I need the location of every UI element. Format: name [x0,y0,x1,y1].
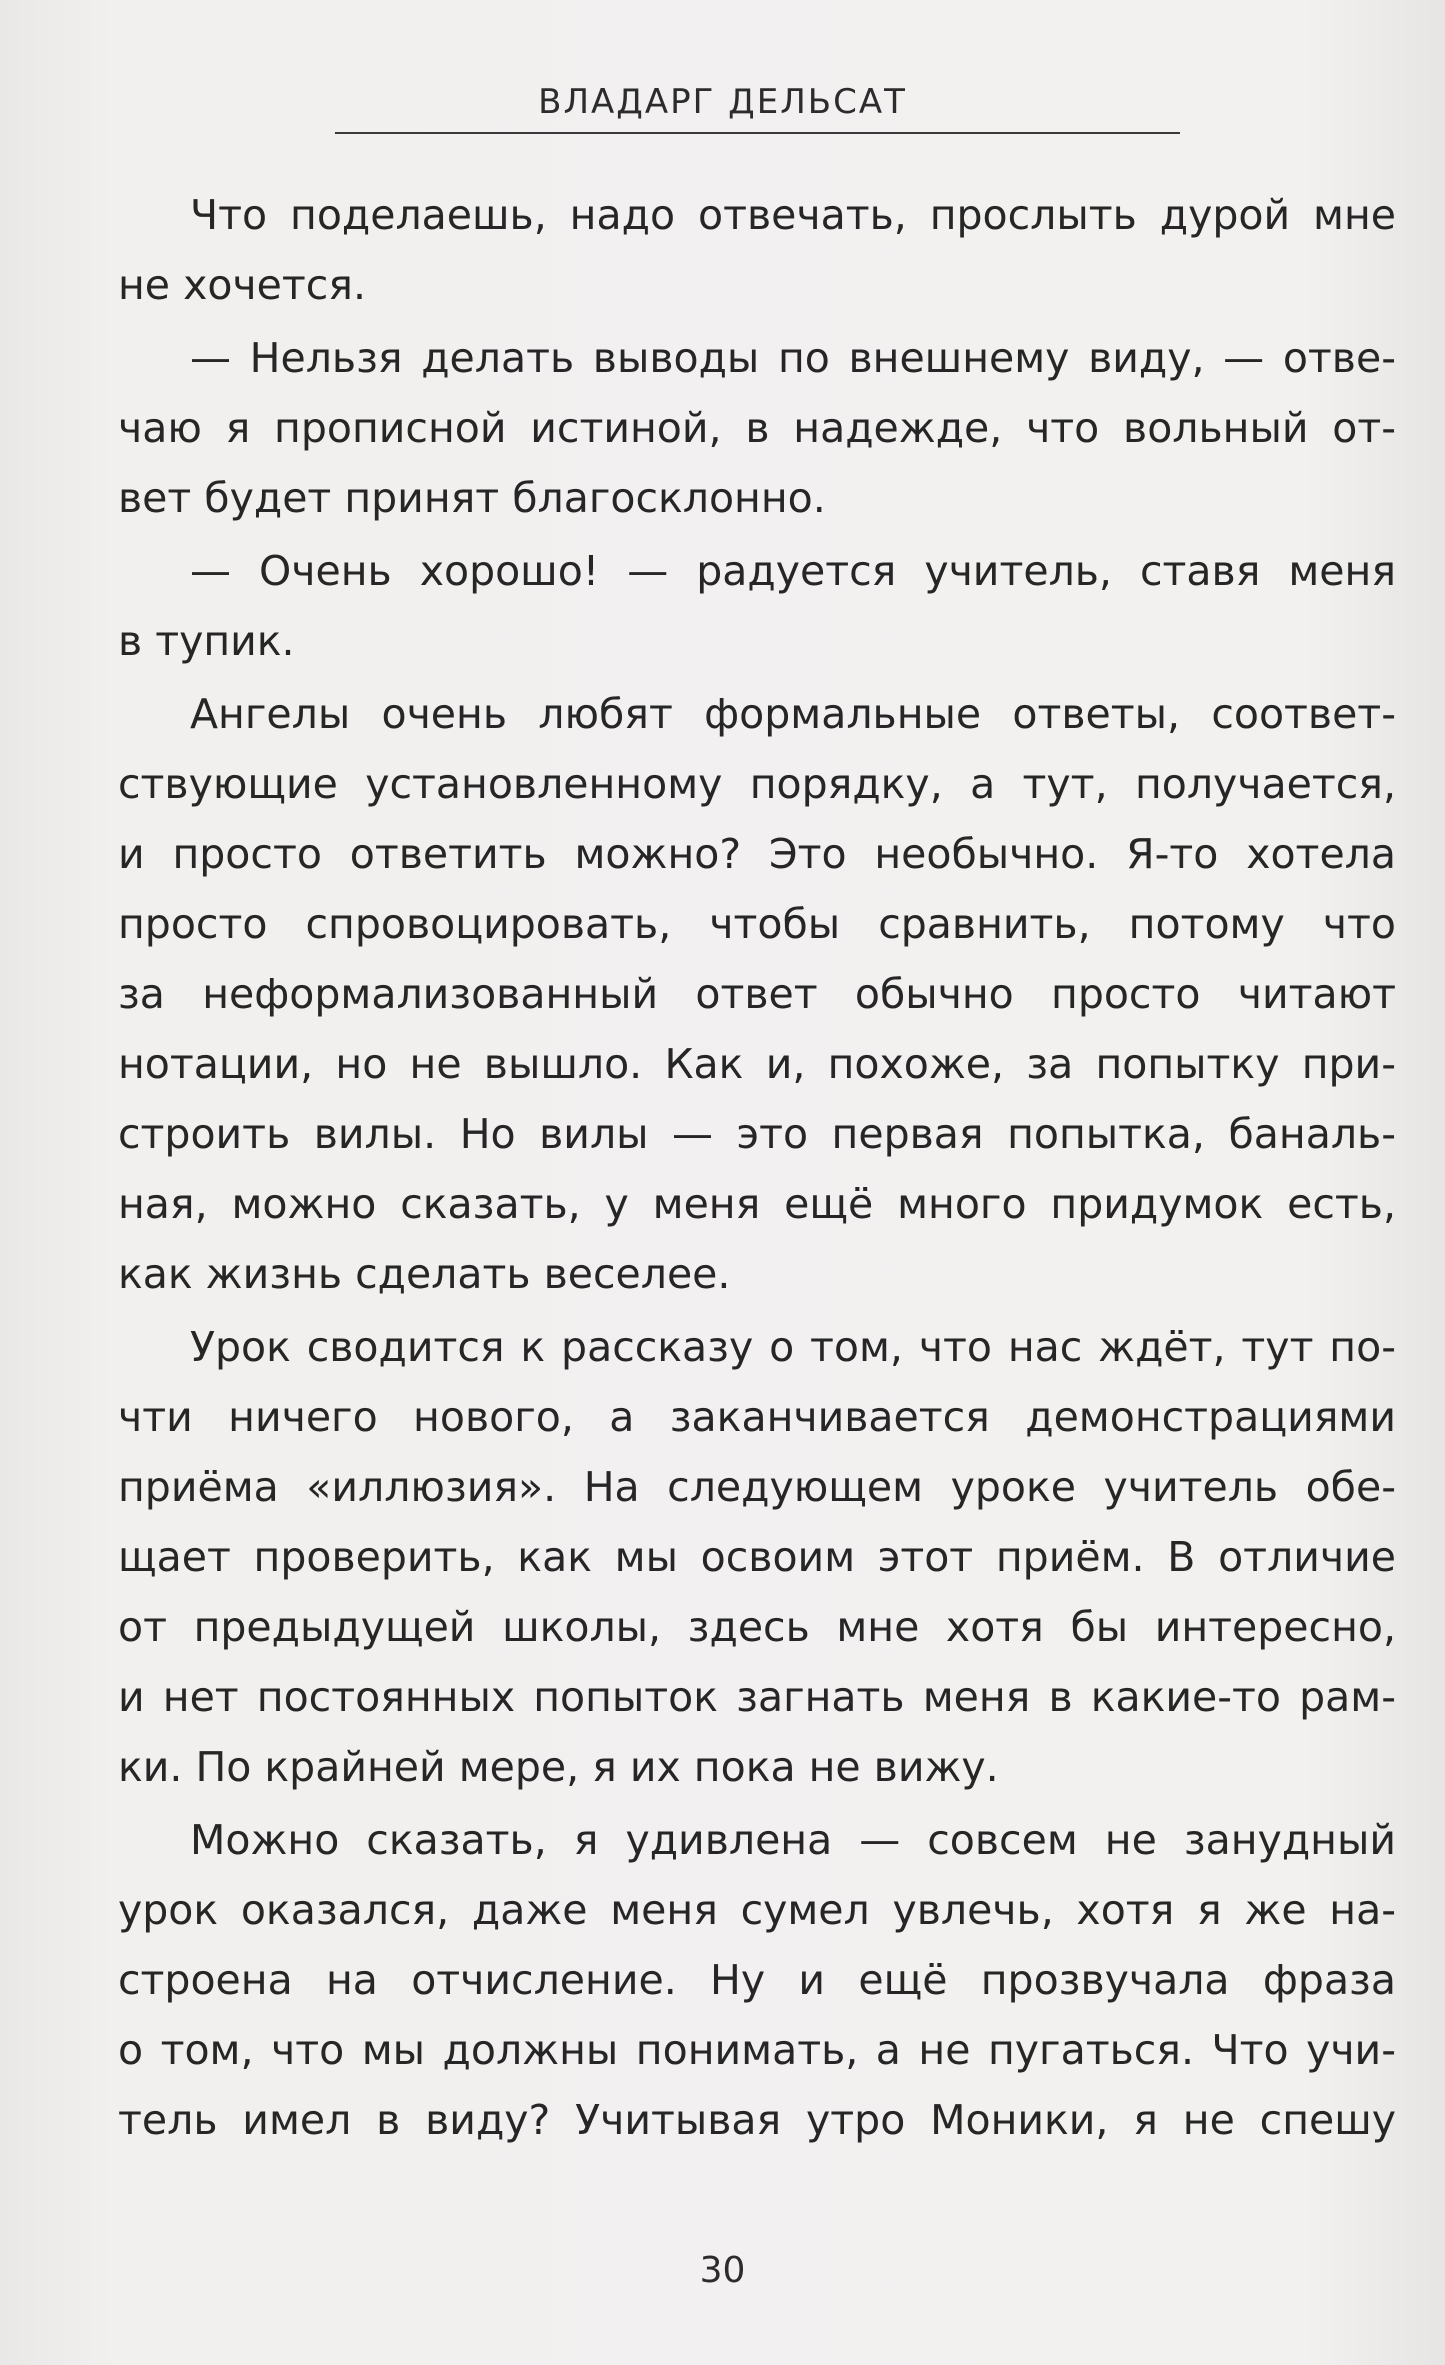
paragraph [118,536,1396,676]
text-line: и нет постоянных попыток загнать меня в какие-то рам- [118,1673,1396,1721]
paragraph [118,1805,1396,2155]
text-line: Ангелы очень любят формальные ответы, соответ- [190,690,1396,738]
text-line: нотации, но не вышло. Как и, похоже, за попытку при- [118,1040,1396,1088]
text-line: — Очень хорошо! — радуется учитель, ставя меня [190,547,1396,595]
text-line: в тупик. [118,617,295,665]
text-line: строена на отчисление. Ну и ещё прозвучала фраза [118,1956,1396,2004]
text-line: не хочется. [118,261,366,309]
text-line: ствующие установленному порядку, а тут, получается, [118,760,1396,808]
text-line: просто спровоцировать, чтобы сравнить, потому что [118,900,1396,948]
text-line: ная, можно сказать, у меня ещё много придумок есть, [118,1180,1396,1228]
text-line: вет будет принят благосклонно. [118,474,826,522]
text-line: щает проверить, как мы освоим этот приём. В отличие [118,1533,1396,1581]
text-line: тель имел в виду? Учитывая утро Моники, я не спешу [118,2096,1396,2144]
paragraph [118,679,1396,1309]
text-line: — Нельзя делать выводы по внешнему виду, — отве- [190,334,1396,382]
text-line: о том, что мы должны понимать, а не пугаться. Что учи- [118,2026,1396,2074]
text-line: и просто ответить можно? Это необычно. Я-то хотела [118,830,1396,878]
running-head: ВЛАДАРГ ДЕЛЬСАТ [538,82,907,122]
text-line: урок оказался, даже меня сумел увлечь, хотя я же на- [118,1886,1396,1934]
page-number: 30 [699,2250,746,2291]
text-line: за неформализованный ответ обычно просто читают [118,970,1396,1018]
text-line: как жизнь сделать веселее. [118,1250,731,1298]
text-line: Можно сказать, я удивлена — совсем не занудный [190,1816,1396,1864]
text-line: приёма «иллюзия». На следующем уроке учитель обе- [118,1463,1396,1511]
body-text [118,180,1396,2158]
paragraph [118,1312,1396,1802]
text-line: от предыдущей школы, здесь мне хотя бы интересно, [118,1603,1396,1651]
text-line: ки. По крайней мере, я их пока не вижу. [118,1743,999,1791]
header-rule [335,132,1180,134]
paragraph [118,323,1396,533]
text-line: строить вилы. Но вилы — это первая попытка, баналь- [118,1110,1396,1158]
text-line: чаю я прописной истиной, в надежде, что вольный от- [118,404,1396,452]
text-line: Урок сводится к рассказу о том, что нас ждёт, тут по- [190,1323,1396,1371]
text-line: Что поделаешь, надо отвечать, прослыть дурой мне [190,191,1396,239]
text-line: чти ничего нового, а заканчивается демонстрациями [118,1393,1396,1441]
paragraph [118,180,1396,320]
